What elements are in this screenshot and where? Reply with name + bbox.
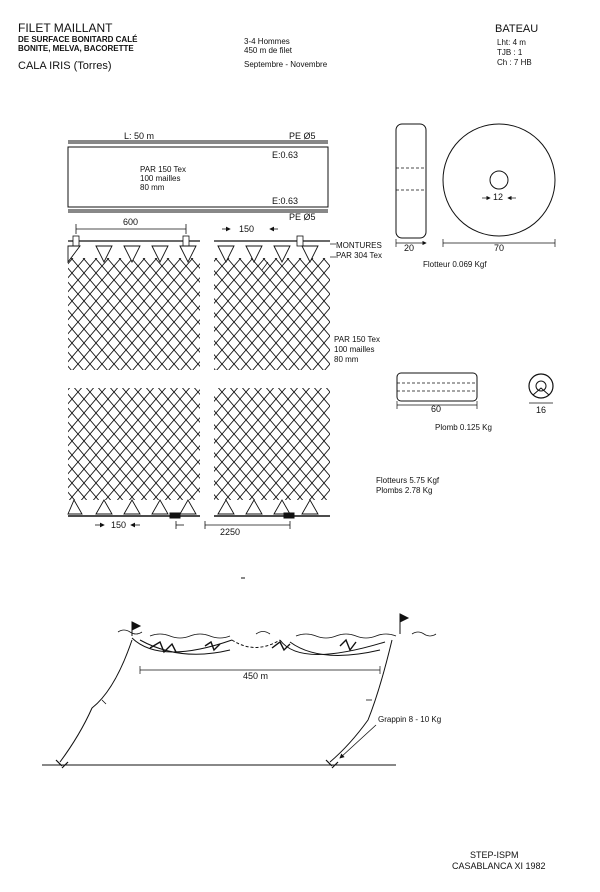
float-width-dimension: 20 [404,243,415,253]
footer-place-date: CASABLANCA XI 1982 [452,861,546,871]
mesh-panel-upper-left [68,258,200,370]
float-line-right [214,236,330,246]
season-label: Septembre - Novembre [244,60,328,69]
location-label: CALA IRIS (Torres) [18,60,112,72]
net-length-label: 450 m de filet [244,46,293,55]
subtitle-line-1: DE SURFACE BONITARD CALÉ [18,35,138,44]
float-line-left [68,236,200,246]
float-spacing-label: 600 [123,217,139,227]
total-floats-label: Flotteurs 5.75 Kgf [376,476,440,485]
boat-length: Lht: 4 m [497,38,526,47]
material-line-1: PAR 150 Tex [140,165,186,174]
hanging-ratio-top: E:0.63 [272,150,299,160]
float-hole-dimension: 12 [493,192,504,202]
mesh-material-1: PAR 150 Tex [334,335,380,344]
float-spacing-label-2: 150 [239,224,255,234]
boat-tonnage: TJB : 1 [497,48,523,57]
anchor-label: Grappin 8 - 10 Kg [378,715,442,724]
crew-label: 3-4 Hommes [244,37,290,46]
sinker-spacing-label: 150 [111,520,127,530]
hanging-ratio-bottom: E:0.63 [272,196,299,206]
deployment-length-label: 450 m [243,671,269,681]
float-side-view [396,124,426,247]
mesh-material-3: 80 mm [334,355,359,364]
mesh-panel-lower-right [214,388,330,500]
float-weight-label: Flotteur 0.069 Kgf [423,260,487,269]
bottom-rope-label: PE Ø5 [289,212,316,222]
mesh-panel-upper-right [214,258,330,370]
boat-power: Ch : 7 HB [497,58,532,67]
mesh-panel-lower-left [68,388,200,500]
montures-material: PAR 304 Tex [336,251,382,260]
sinker-length-dimension: 60 [431,404,442,414]
montures-label: MONTURES [336,241,382,250]
material-line-2: 100 mailles [140,174,181,183]
material-line-3: 80 mm [140,183,165,192]
sinker-hangings [68,500,318,514]
sinker-front-view [529,374,553,403]
float-diameter-dimension: 70 [494,243,505,253]
float-front-view [443,124,555,247]
net-length-dimension: L: 50 m [124,131,155,141]
sinker-weight-label: Plomb 0.125 Kg [435,423,492,432]
bottom-length-label: 2250 [220,527,241,537]
sinker-ring-dimension: 16 [536,405,547,415]
boat-title: BATEAU [495,23,539,35]
mesh-material-2: 100 mailles [334,345,375,354]
title: FILET MAILLANT [18,21,113,35]
total-sinkers-label: Plombs 2.78 Kg [376,486,433,495]
top-rope-label: PE Ø5 [289,131,316,141]
deployment-sketch [42,614,436,768]
footer-institution: STEP-ISPM [470,850,519,860]
subtitle-line-2: BONITE, MELVA, BACORETTE [18,44,134,53]
